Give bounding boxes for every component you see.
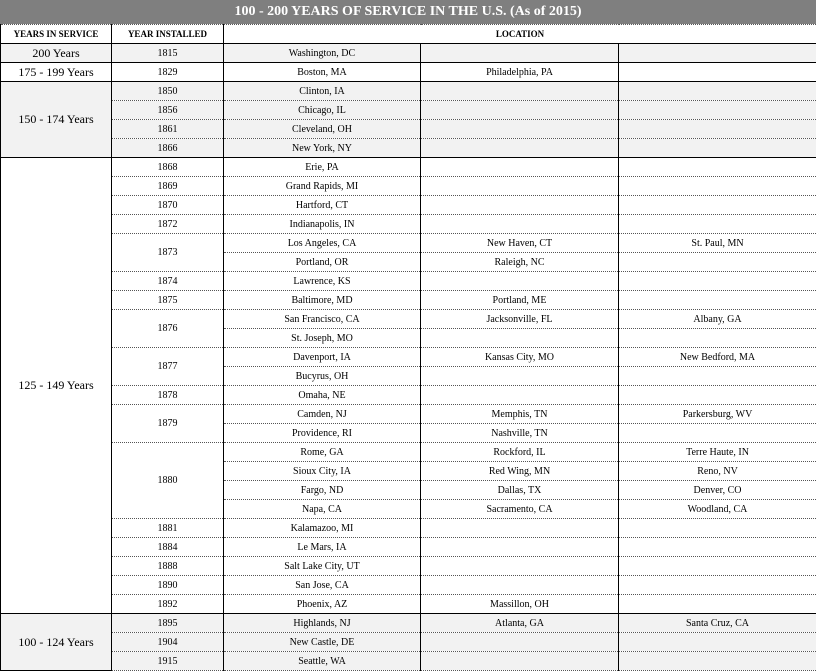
table-row <box>1 215 816 234</box>
header-year-installed: YEAR INSTALLED <box>112 25 224 44</box>
location-cell <box>421 367 619 386</box>
location-cell: St. Paul, MN <box>619 234 816 253</box>
header-years-in-service: YEARS IN SERVICE <box>1 25 112 44</box>
location-cell <box>619 196 816 215</box>
table-row <box>1 557 816 576</box>
location-cell: Baltimore, MD <box>224 291 421 310</box>
location-cell <box>619 101 816 120</box>
table-row <box>1 139 816 158</box>
header-location: LOCATION <box>224 25 816 44</box>
location-cell: Highlands, NJ <box>224 614 421 633</box>
location-cell: Clinton, IA <box>224 82 421 101</box>
table-row <box>1 44 816 63</box>
location-cell: Salt Lake City, UT <box>224 557 421 576</box>
location-cell <box>421 272 619 291</box>
location-cell <box>619 557 816 576</box>
year-cell: 1866 <box>112 139 224 158</box>
location-cell <box>619 576 816 595</box>
year-cell: 1869 <box>112 177 224 196</box>
location-cell <box>421 652 619 671</box>
location-cell: Terre Haute, IN <box>619 443 816 462</box>
table-row <box>1 519 816 538</box>
location-cell <box>619 63 816 82</box>
year-cell: 1875 <box>112 291 224 310</box>
location-cell: Napa, CA <box>224 500 421 519</box>
location-cell: Raleigh, NC <box>421 253 619 272</box>
year-cell: 1879 <box>112 405 224 443</box>
location-cell: San Jose, CA <box>224 576 421 595</box>
table-row <box>1 633 816 652</box>
location-cell: Lawrence, KS <box>224 272 421 291</box>
location-cell: Providence, RI <box>224 424 421 443</box>
location-cell: Portland, OR <box>224 253 421 272</box>
location-cell: Chicago, IL <box>224 101 421 120</box>
table-row <box>1 82 816 101</box>
location-cell: Fargo, ND <box>224 481 421 500</box>
location-cell <box>619 538 816 557</box>
location-cell <box>619 82 816 101</box>
table-row <box>1 291 816 310</box>
location-cell: Phoenix, AZ <box>224 595 421 614</box>
location-cell: New Bedford, MA <box>619 348 816 367</box>
location-cell: St. Joseph, MO <box>224 329 421 348</box>
service-years-table <box>0 24 816 671</box>
location-cell <box>421 329 619 348</box>
year-cell: 1861 <box>112 120 224 139</box>
header-row <box>1 25 816 44</box>
location-cell <box>421 196 619 215</box>
location-cell: Los Angeles, CA <box>224 234 421 253</box>
table-title: 100 - 200 YEARS OF SERVICE IN THE U.S. (As of 2015) <box>0 0 816 24</box>
location-cell: Jacksonville, FL <box>421 310 619 329</box>
table-row <box>1 272 816 291</box>
location-cell: Kalamazoo, MI <box>224 519 421 538</box>
location-cell <box>619 329 816 348</box>
location-cell: Albany, GA <box>619 310 816 329</box>
location-cell <box>619 272 816 291</box>
group-200-years: 200 Years <box>1 44 112 63</box>
location-cell <box>619 139 816 158</box>
location-cell: Portland, ME <box>421 291 619 310</box>
location-cell <box>619 120 816 139</box>
location-cell <box>421 139 619 158</box>
table-row <box>1 652 816 671</box>
table-row <box>1 386 816 405</box>
location-cell <box>421 633 619 652</box>
year-cell: 1815 <box>112 44 224 63</box>
table-row <box>1 63 816 82</box>
location-cell: Sacramento, CA <box>421 500 619 519</box>
location-cell: Philadelphia, PA <box>421 63 619 82</box>
location-cell <box>421 538 619 557</box>
location-cell: Memphis, TN <box>421 405 619 424</box>
location-cell: Hartford, CT <box>224 196 421 215</box>
location-cell: Indianapolis, IN <box>224 215 421 234</box>
location-cell: Dallas, TX <box>421 481 619 500</box>
location-cell: Nashville, TN <box>421 424 619 443</box>
table-row <box>1 614 816 633</box>
table-row <box>1 158 816 177</box>
location-cell: Kansas City, MO <box>421 348 619 367</box>
location-cell <box>421 215 619 234</box>
location-cell <box>421 576 619 595</box>
year-cell: 1856 <box>112 101 224 120</box>
location-cell: Le Mars, IA <box>224 538 421 557</box>
table-row <box>1 443 816 462</box>
location-cell <box>421 120 619 139</box>
location-cell: Grand Rapids, MI <box>224 177 421 196</box>
location-cell <box>421 519 619 538</box>
location-cell <box>619 633 816 652</box>
table-row <box>1 405 816 424</box>
year-cell: 1876 <box>112 310 224 348</box>
location-cell: Denver, CO <box>619 481 816 500</box>
location-cell: Bucyrus, OH <box>224 367 421 386</box>
location-cell <box>619 424 816 443</box>
location-cell: Santa Cruz, CA <box>619 614 816 633</box>
location-cell: Cleveland, OH <box>224 120 421 139</box>
location-cell: New Castle, DE <box>224 633 421 652</box>
year-cell: 1850 <box>112 82 224 101</box>
location-cell: Boston, MA <box>224 63 421 82</box>
location-cell: Parkersburg, WV <box>619 405 816 424</box>
location-cell: New York, NY <box>224 139 421 158</box>
location-cell: New Haven, CT <box>421 234 619 253</box>
year-cell: 1874 <box>112 272 224 291</box>
location-cell <box>619 215 816 234</box>
location-cell: Woodland, CA <box>619 500 816 519</box>
location-cell: Massillon, OH <box>421 595 619 614</box>
year-cell: 1892 <box>112 595 224 614</box>
location-cell <box>619 158 816 177</box>
year-cell: 1884 <box>112 538 224 557</box>
group-175-199-years: 175 - 199 Years <box>1 63 112 82</box>
location-cell: Atlanta, GA <box>421 614 619 633</box>
location-cell <box>421 101 619 120</box>
table-row <box>1 101 816 120</box>
year-cell: 1880 <box>112 443 224 519</box>
group-150-174-years: 150 - 174 Years <box>1 82 112 158</box>
location-cell <box>619 291 816 310</box>
year-cell: 1872 <box>112 215 224 234</box>
location-cell <box>619 386 816 405</box>
location-cell <box>619 595 816 614</box>
location-cell: Erie, PA <box>224 158 421 177</box>
year-cell: 1877 <box>112 348 224 386</box>
location-cell: Red Wing, MN <box>421 462 619 481</box>
location-cell <box>421 386 619 405</box>
location-cell: Washington, DC <box>224 44 421 63</box>
location-cell <box>619 177 816 196</box>
table-row <box>1 196 816 215</box>
table-row <box>1 234 816 253</box>
year-cell: 1881 <box>112 519 224 538</box>
group-100-124-years: 100 - 124 Years <box>1 614 112 671</box>
table-row <box>1 576 816 595</box>
location-cell: Camden, NJ <box>224 405 421 424</box>
year-cell: 1890 <box>112 576 224 595</box>
location-cell: Omaha, NE <box>224 386 421 405</box>
location-cell: Seattle, WA <box>224 652 421 671</box>
location-cell <box>421 177 619 196</box>
location-cell <box>619 519 816 538</box>
year-cell: 1888 <box>112 557 224 576</box>
year-cell: 1870 <box>112 196 224 215</box>
location-cell <box>421 82 619 101</box>
location-cell <box>421 44 619 63</box>
location-cell: Davenport, IA <box>224 348 421 367</box>
table-row <box>1 120 816 139</box>
year-cell: 1868 <box>112 158 224 177</box>
location-cell: Sioux City, IA <box>224 462 421 481</box>
location-cell <box>619 367 816 386</box>
year-cell: 1829 <box>112 63 224 82</box>
table-row <box>1 595 816 614</box>
year-cell: 1873 <box>112 234 224 272</box>
location-cell: Rockford, IL <box>421 443 619 462</box>
location-cell <box>619 652 816 671</box>
year-cell: 1915 <box>112 652 224 671</box>
location-cell: Reno, NV <box>619 462 816 481</box>
year-cell: 1904 <box>112 633 224 652</box>
table-row <box>1 348 816 367</box>
location-cell: Rome, GA <box>224 443 421 462</box>
year-cell: 1878 <box>112 386 224 405</box>
location-cell: San Francisco, CA <box>224 310 421 329</box>
group-125-149-years: 125 - 149 Years <box>1 158 112 614</box>
table-row <box>1 310 816 329</box>
table-row <box>1 538 816 557</box>
location-cell <box>619 253 816 272</box>
year-cell: 1895 <box>112 614 224 633</box>
location-cell <box>421 557 619 576</box>
location-cell <box>619 44 816 63</box>
table-row <box>1 177 816 196</box>
location-cell <box>421 158 619 177</box>
